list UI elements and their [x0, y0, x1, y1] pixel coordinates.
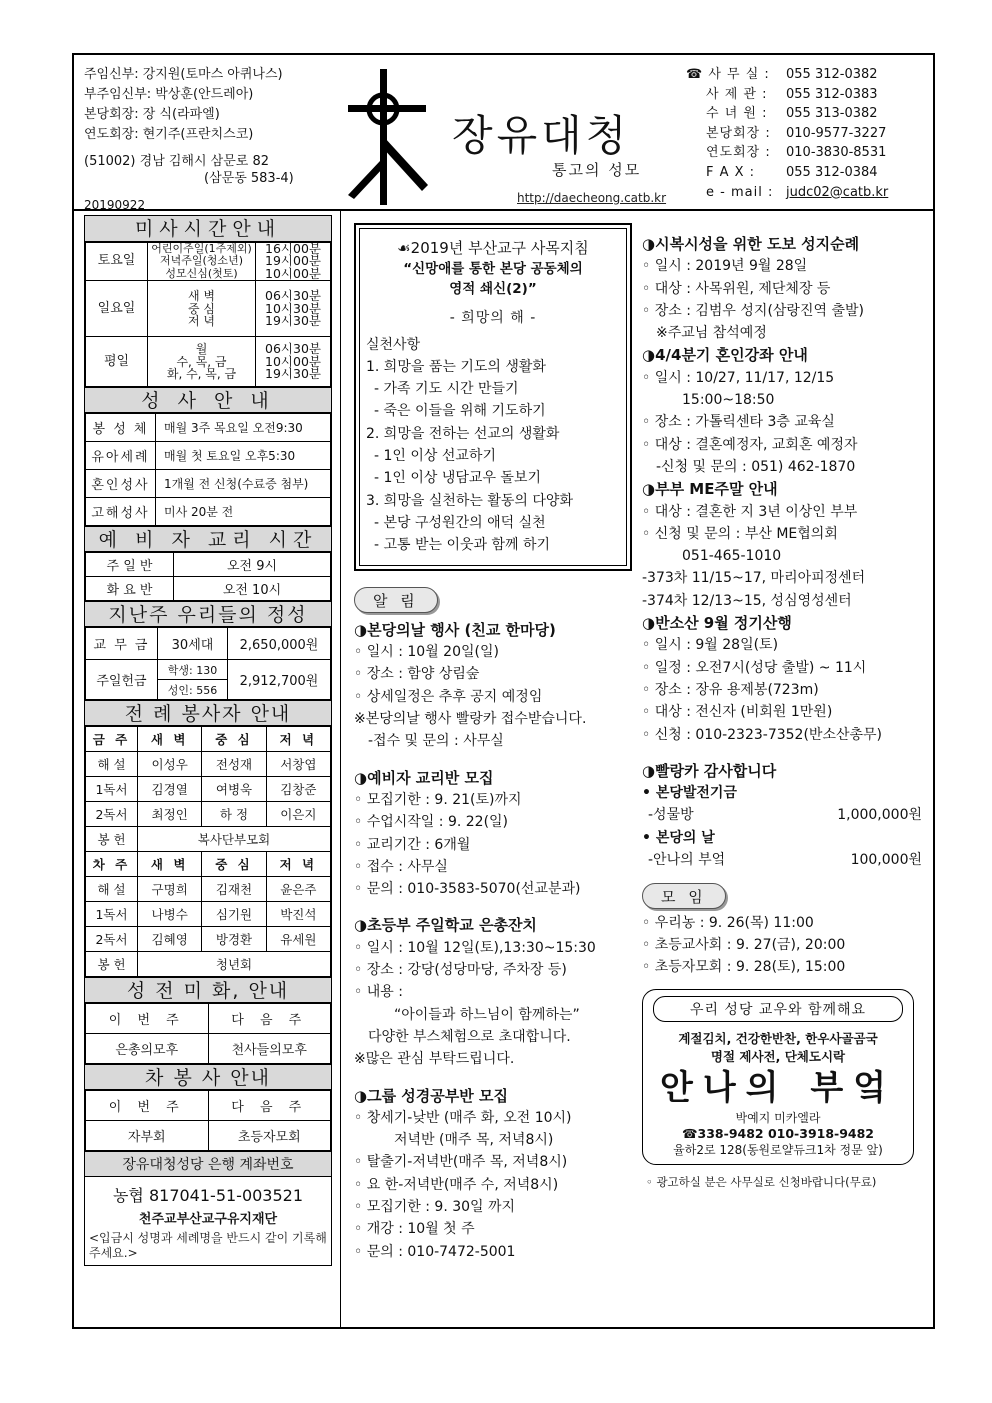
- section-line: ◦ 개강 : 10월 첫 주: [354, 1221, 475, 1238]
- table-row: 은총의모후 천사들의모후: [86, 1034, 331, 1064]
- meeting-label: 모 임: [642, 883, 726, 909]
- mass-day: 토요일: [86, 243, 148, 281]
- section-line: ◦ 대상 : 전신자 (비회원 1만원): [642, 704, 833, 721]
- section-line: ◦ 일시 : 10/27, 11/17, 12/15: [642, 369, 835, 386]
- practice-subitem: - 고통 받는 이웃과 함께 하기: [374, 537, 551, 554]
- contact-value: 055 313-0382: [786, 106, 878, 122]
- pastoral-guideline-box: [354, 223, 632, 571]
- section-line: ◦ 일정 : 오전7시(성당 출발) ~ 11시: [642, 659, 867, 676]
- section-line: ◦ 장소 : 강당(성당마당, 주차장 등): [354, 962, 567, 979]
- practice-subitem: - 1인 이상 냉담교우 돌보기: [374, 470, 541, 487]
- sacrament-title: 성 사 안 내: [85, 387, 331, 413]
- table-row: 유아세례 매월 첫 토요일 오후5:30: [86, 442, 331, 470]
- ad-header: 우리 성당 교우와 함께해요: [653, 996, 903, 1022]
- notice-section: [642, 612, 930, 746]
- contact-row: [686, 104, 926, 124]
- section-line: ◦ 문의 : 010-3583-5070(선교분과): [354, 881, 581, 898]
- contact-value: 010-3830-8531: [786, 145, 887, 161]
- table-row: 봉 헌 복사단부모회: [86, 827, 331, 852]
- notice-section: [642, 233, 930, 344]
- contact-label: ☎ 사 무 실 :: [686, 67, 770, 82]
- address-line-2: (삼문동 583-4): [204, 171, 294, 186]
- section-line: ◦ 대상 : 결혼예정자, 교회혼 예정자: [642, 436, 858, 453]
- section-line: ◦ 탈출기-저녁반(매주 목, 저녁8시): [354, 1154, 568, 1171]
- thanks-row: -안나의 부엌 100,000원: [648, 852, 922, 869]
- section-line: ◦ 신청 및 문의 : 부산 ME협의회: [642, 525, 838, 542]
- catechism-table: [85, 552, 331, 601]
- table-row: 2독서 최정인 하 정 이은지: [86, 802, 331, 827]
- ad-contact: 박예지 미카엘라 ☎338-9482 010-3918-9482 율하2로 128(동원로얄듀크1차 정문 앞): [673, 1110, 883, 1157]
- contact-label: 본당회장 :: [706, 125, 771, 141]
- bulletin-subtitle: 통고의 성모: [552, 161, 642, 179]
- contact-label: 수 녀 원 :: [706, 106, 768, 122]
- table-header-row: 차 주 새 벽 중 심 저 녁: [86, 852, 331, 877]
- table-row: 화 요 반 오전 10시: [86, 577, 331, 601]
- section-line: ◦ 신청 : 010-2323-7352(반소산총무): [642, 726, 882, 743]
- table-row: 혼인성사 1개월 전 신청(수료증 첨부): [86, 470, 331, 498]
- clergy-info: [84, 65, 344, 212]
- contact-label: 사 제 관 :: [706, 86, 768, 102]
- issue-date: 20190922: [84, 198, 146, 212]
- mass-schedule-table: [85, 242, 331, 387]
- clergy-line: 부주임신부: 박상훈(안드레아): [84, 87, 254, 102]
- pastoral-title: ☙2019년 부산교구 사목지침: [397, 239, 589, 257]
- section-heading: ◑4/4분기 혼인강좌 안내: [642, 346, 808, 365]
- section-line: -신청 및 문의 : 051) 462-1870: [656, 458, 856, 475]
- section-line: ※많은 관심 부탁드립니다.: [354, 1051, 515, 1068]
- section-line: ◦ 문의 : 010-7472-5001: [354, 1243, 516, 1260]
- flowers-table: [85, 1003, 331, 1064]
- bank-note: <입금시 성명과 세례명을 반드시 같이 기록해 주세요.>: [89, 1231, 327, 1261]
- table-row: 봉 성 체 매월 3주 목요일 오전9:30: [86, 414, 331, 442]
- list-item: ◦ 우리농 : 9. 26(목) 11:00: [642, 914, 814, 931]
- section-heading: ◑초등부 주일학교 은총잔치: [354, 916, 537, 935]
- contact-label: e - mail :: [706, 184, 774, 200]
- list-item: ◦ 초등교사회 : 9. 27(금), 20:00: [642, 936, 846, 953]
- list-item: ◦ 초등자모회 : 9. 28(토), 15:00: [642, 959, 846, 976]
- table-row: [86, 281, 331, 337]
- contact-value: 055 312-0384: [786, 164, 878, 180]
- catechism-title: 예 비 자 교리 시간: [85, 526, 331, 552]
- section-line: ※본당의날 행사 빨랑카 접수받습니다.: [354, 711, 587, 728]
- table-row: 봉 헌 청년회: [86, 952, 331, 977]
- section-line: ◦ 모집기한 : 9. 30일 까지: [354, 1198, 516, 1215]
- section-heading: ◑예비자 교리반 모집: [354, 768, 494, 787]
- table-row: [86, 337, 331, 387]
- section-heading: ◑부부 ME주말 안내: [642, 480, 778, 499]
- table-row: [86, 243, 331, 281]
- mass-names: 새 벽 중 심 저 녁: [148, 281, 256, 337]
- offering-table: [85, 627, 331, 700]
- mass-day: 일요일: [86, 281, 148, 337]
- section-line: ◦ 모집기한 : 9. 21(토)까지: [354, 791, 522, 808]
- section-line: ※주교님 참석예정: [656, 325, 767, 342]
- practice-item: 2. 희망을 전하는 선교의 생활화: [366, 425, 560, 442]
- pastoral-practice-list: [366, 334, 620, 557]
- phone-icon: ☎: [686, 67, 704, 82]
- practice-item: 실천사항: [366, 336, 421, 353]
- right-column: [642, 233, 930, 1193]
- table-row: 2독서 김혜영 방경환 유세원: [86, 927, 331, 952]
- thanks-heading: ◑빨랑카 감사합니다: [642, 761, 777, 780]
- table-row: 교 무 금 30세대 2,650,000원: [86, 628, 331, 660]
- contact-row: [686, 143, 926, 163]
- contact-row: [686, 163, 926, 183]
- left-column: [84, 215, 332, 1266]
- notice-section: [354, 767, 632, 901]
- section-line: ◦ 대상 : 결혼한 지 3년 이상인 부부: [642, 503, 858, 520]
- contact-label: 연도회장 :: [706, 145, 771, 161]
- table-row: 자부회 초등자모회: [86, 1121, 331, 1151]
- email-link[interactable]: judc02@catb.kr: [786, 184, 889, 200]
- practice-subitem: - 죽은 이들을 위해 기도하기: [374, 403, 546, 420]
- flowers-title: 성 전 미 화, 안내: [85, 977, 331, 1003]
- mass-schedule-title: 미사시간안내: [85, 216, 331, 242]
- advertisement: [642, 989, 914, 1165]
- mass-times: 06시30분 10시30분 19시30분: [256, 281, 331, 337]
- contact-list: [686, 65, 926, 202]
- mass-names: 어린이주일(1주제외) 저녁주일(청소년) 성모신심(첫토): [148, 243, 256, 281]
- contact-row: [686, 85, 926, 105]
- table-row: 성인: 556: [86, 680, 331, 700]
- notice-sections: [354, 619, 632, 1263]
- clergy-line: 주임신부: 강지원(토마스 아퀴나스): [84, 67, 283, 82]
- mass-names: 월 수, 목, 금 화, 수, 목, 금: [148, 337, 256, 387]
- section-line: ◦ 내용 :: [354, 984, 403, 1001]
- table-row: 주 일 반 오전 9시: [86, 553, 331, 577]
- table-row: 주일헌금 학생: 130 2,912,700원: [86, 660, 331, 680]
- section-line: ◦ 요 한-저녁반(매주 수, 저녁8시): [354, 1176, 559, 1193]
- bulletin-page: [72, 53, 935, 1329]
- contact-row: [686, 65, 926, 85]
- contact-row: [686, 124, 926, 144]
- section-line: ◦ 일시 : 10월 12일(토),13:30~15:30: [354, 939, 596, 956]
- pastoral-theme: - 희망의 해 -: [449, 310, 537, 327]
- section-line: ◦ 일시 : 9월 28일(토): [642, 637, 779, 654]
- section-line: -373차 11/15~17, 마리아피정센터: [642, 570, 866, 587]
- notice-section: [354, 1085, 632, 1263]
- ad-note: ◦ 광고하실 분은 사무실로 신청바랍니다(무료): [646, 1174, 877, 1189]
- contact-label: F A X :: [706, 164, 756, 180]
- section-heading: ◑그룹 성경공부반 모집: [354, 1086, 508, 1105]
- contact-value: 010-9577-3227: [786, 125, 887, 141]
- mass-times: 16시00분 19시00분 10시00분: [256, 243, 331, 281]
- section-line: ◦ 수업시작일 : 9. 22(일): [354, 814, 509, 831]
- section-line: ◦ 창세기-낮반 (매주 화, 오전 10시): [354, 1109, 572, 1126]
- liturgy-table-this-week: [85, 726, 331, 977]
- section-line: -374차 12/13~15, 성심영성센터: [642, 592, 852, 609]
- section-line: -접수 및 문의 : 사무실: [368, 733, 504, 750]
- bank-account-owner: 천주교부산교구유지재단: [138, 1212, 278, 1228]
- pastoral-quote: “신망애를 통한 본당 공동체의 영적 쇄신(2)”: [403, 261, 583, 298]
- contact-value: 055 312-0382: [786, 67, 878, 82]
- notice-label: 알 림: [354, 587, 438, 613]
- practice-subitem: - 본당 구성원간의 애덕 실천: [374, 514, 546, 531]
- thanks-category: • 본당발전기금: [642, 785, 737, 802]
- bank-account-title: 장유대청성당 은행 계좌번호: [85, 1151, 331, 1177]
- section-line: 다양한 부스체험으로 초대합니다.: [368, 1028, 571, 1045]
- middle-column: [354, 223, 632, 1263]
- header: [74, 55, 933, 211]
- section-line: ◦ 일시 : 10월 20일(일): [354, 644, 499, 661]
- bulletin-title: 장유대청: [452, 111, 631, 160]
- section-line: ◦ 상세일정은 추후 공지 예정임: [354, 688, 543, 705]
- section-heading: ◑본당의날 행사 (친교 한마당): [354, 620, 556, 639]
- liturgy-title: 전 례 봉사자 안내: [85, 700, 331, 726]
- bank-account-number: 농협 817041-51-003521: [112, 1186, 304, 1206]
- section-line: ◦ 장소 : 김범우 성지(삼랑진역 출발): [642, 302, 864, 319]
- address-line-1: (51002) 경남 김해시 삼문로 82: [84, 154, 270, 169]
- column-divider: [340, 211, 341, 1327]
- clergy-line: 연도회장: 현기주(프란치스코): [84, 127, 254, 142]
- clergy-line: 본당회장: 장 식(라파엘): [84, 107, 220, 122]
- mass-times: 06시30분 10시00분 19시30분: [256, 337, 331, 387]
- section-line: “아이들과 하느님이 함께하는”: [394, 1006, 580, 1023]
- offering-title: 지난주 우리들의 정성: [85, 601, 331, 627]
- section-heading: ◑시복시성을 위한 도보 성지순례: [642, 235, 860, 253]
- section-line: ◦ 일시 : 2019년 9월 28일: [642, 258, 808, 275]
- diocese-logo-icon: ☙: [397, 239, 411, 257]
- ad-shop-name: 안나의 부엌: [659, 1067, 897, 1108]
- meeting-list: [642, 912, 930, 979]
- section-line: ◦ 장소 : 가톨릭센타 3층 교육실: [642, 414, 835, 431]
- notice-section: [642, 478, 930, 612]
- notice-section: [354, 914, 632, 1070]
- thanks-category: • 본당의 날: [642, 829, 715, 846]
- practice-subitem: - 가족 기도 시간 만들기: [374, 381, 519, 398]
- section-line: ◦ 접수 : 사무실: [354, 858, 448, 875]
- right-notice-sections: [642, 233, 930, 746]
- section-line: ◦ 대상 : 사목위원, 제단체장 등: [642, 280, 831, 297]
- notice-section: [642, 344, 930, 478]
- car-service-title: 차 봉 사 안내: [85, 1064, 331, 1090]
- section-line: ◦ 장소 : 함양 상림숲: [354, 666, 480, 683]
- mass-day: 평일: [86, 337, 148, 387]
- ad-menu: 계절김치, 건강한반찬, 한우사골곰국 명절 제사전, 단체도시락: [678, 1030, 878, 1064]
- section-line: ◦ 장소 : 장유 용제봉(723m): [642, 681, 819, 698]
- bank-account: [85, 1177, 331, 1265]
- table-row: 1독서 김경열 여병욱 김창준: [86, 777, 331, 802]
- section-line: 저녁반 (매주 목, 저녁8시): [394, 1132, 554, 1149]
- practice-subitem: - 1인 이상 선교하기: [374, 448, 496, 465]
- section-line: ◦ 교리기간 : 6개월: [354, 836, 471, 853]
- car-service-table: [85, 1090, 331, 1151]
- table-row: 해 설 구명희 김재천 윤은주: [86, 877, 331, 902]
- contact-value: 055 312-0383: [786, 86, 878, 102]
- section-heading: ◑반소산 9월 정기산행: [642, 614, 792, 633]
- notice-section: [354, 619, 632, 753]
- website-link[interactable]: http://daecheong.catb.kr: [517, 191, 667, 205]
- table-row: 해 설 이성우 전성재 서창엽: [86, 752, 331, 777]
- table-header-row: 금 주 새 벽 중 심 저 녁: [86, 727, 331, 752]
- section-line: 051-465-1010: [682, 548, 782, 565]
- table-header-row: 이 번 주 다 음 주: [86, 1004, 331, 1034]
- practice-item: 3. 희망을 실천하는 활동의 다양화: [366, 492, 573, 509]
- sacrament-table: [85, 413, 331, 526]
- contact-row: [686, 183, 926, 203]
- table-header-row: 이 번 주 다 음 주: [86, 1091, 331, 1121]
- address: [84, 153, 344, 187]
- cross-logo-icon: [336, 67, 436, 207]
- practice-item: 1. 희망을 품는 기도의 생활화: [366, 358, 546, 375]
- section-line: 15:00~18:50: [682, 392, 775, 409]
- thanks-row: -성물방 1,000,000원: [648, 807, 922, 824]
- table-row: 고해성사 미사 20분 전: [86, 498, 331, 526]
- table-row: 1독서 나병수 심기원 박진석: [86, 902, 331, 927]
